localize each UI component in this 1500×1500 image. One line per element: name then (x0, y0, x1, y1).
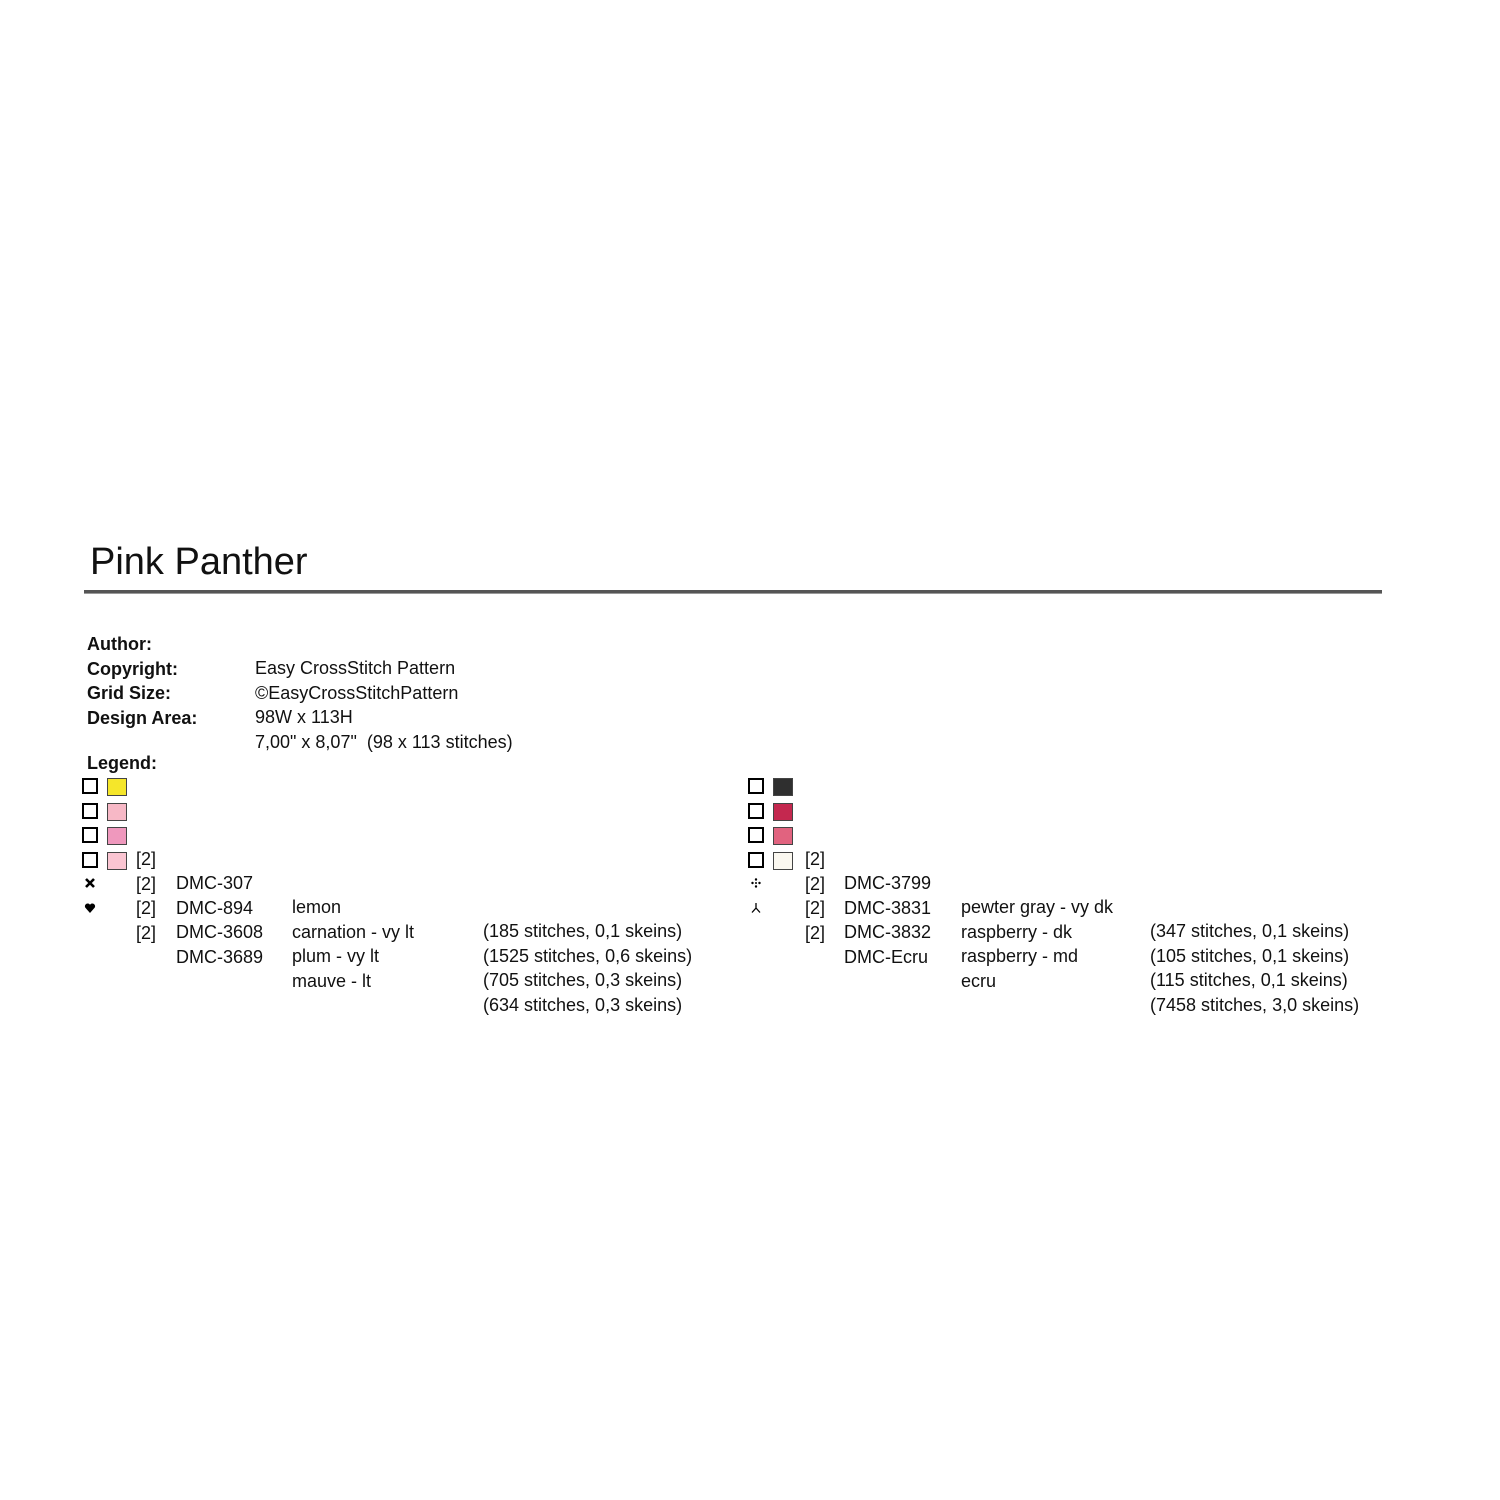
floss-name: mauve - lt (292, 971, 372, 992)
stitch-stats: (347 stitches, 0,1 skeins) (1150, 921, 1350, 941)
floss-code: DMC-3689 (176, 947, 264, 968)
strand-count: [2] (805, 873, 826, 894)
x-mark-icon (82, 827, 98, 843)
color-swatch (773, 827, 793, 845)
floss-code: DMC-307 (176, 873, 254, 893)
asterisk-icon (748, 803, 764, 819)
strand-count: [2] (805, 849, 826, 869)
color-swatch (107, 803, 127, 821)
floss-name: carnation - vy lt (292, 921, 415, 942)
info-value: ©EasyCrossStitchPattern (255, 682, 459, 703)
info-label: Design Area: (87, 708, 198, 729)
info-label: Author: (87, 634, 152, 654)
stitch-stats: (705 stitches, 0,3 skeins) (483, 970, 683, 991)
lambda-icon (748, 852, 764, 868)
floss-name: raspberry - md (961, 946, 1079, 967)
pattern-info (87, 608, 513, 753)
heart-icon (82, 852, 98, 868)
floss-name: raspberry - dk (961, 921, 1073, 942)
stitch-stats: (115 stitches, 0,1 skeins) (1150, 970, 1348, 991)
half-moon-icon (82, 778, 98, 794)
stitch-stats: (7458 stitches, 3,0 skeins) (1150, 995, 1360, 1016)
floss-name: ecru (961, 971, 997, 992)
corner-block-icon (82, 803, 98, 819)
color-swatch (107, 852, 127, 870)
number-four-icon (748, 778, 764, 794)
color-swatch (773, 803, 793, 821)
floss-code: DMC-3832 (844, 922, 932, 943)
floss-name: pewter gray - vy dk (961, 897, 1114, 917)
legend-column-left (82, 775, 693, 1016)
stitch-stats: (634 stitches, 0,3 skeins) (483, 995, 683, 1016)
stitch-stats: (105 stitches, 0,1 skeins) (1150, 945, 1350, 966)
floss-code: DMC-894 (176, 897, 254, 918)
color-swatch (107, 778, 127, 796)
floss-code: DMC-3799 (844, 873, 932, 893)
legend-column-right (748, 775, 1360, 1016)
legend-title: Legend: (87, 753, 157, 773)
floss-code: DMC-3608 (176, 922, 264, 943)
floss-name: plum - vy lt (292, 946, 380, 967)
strand-count: [2] (136, 849, 157, 869)
info-label: Grid Size: (87, 683, 172, 704)
pattern-title: Pink Panther (90, 541, 308, 583)
title-divider (84, 590, 1382, 594)
dots-icon (748, 827, 764, 843)
floss-name: lemon (292, 897, 342, 917)
strand-count: [2] (805, 898, 826, 919)
floss-code: DMC-Ecru (844, 947, 928, 968)
strand-count: [2] (805, 923, 826, 944)
color-swatch (773, 778, 793, 796)
info-value: 98W x 113H (255, 707, 353, 728)
floss-code: DMC-3831 (844, 897, 932, 918)
info-value: Easy CrossStitch Pattern (255, 658, 456, 678)
stitch-stats: (1525 stitches, 0,6 skeins) (483, 945, 693, 966)
strand-count: [2] (136, 898, 157, 919)
strand-count: [2] (136, 873, 157, 894)
color-swatch (107, 827, 127, 845)
info-value: 7,00" x 8,07" (98 x 113 stitches) (255, 732, 513, 753)
info-label: Copyright: (87, 658, 178, 679)
stitch-stats: (185 stitches, 0,1 skeins) (483, 921, 683, 941)
color-swatch (773, 852, 793, 870)
strand-count: [2] (136, 923, 157, 944)
